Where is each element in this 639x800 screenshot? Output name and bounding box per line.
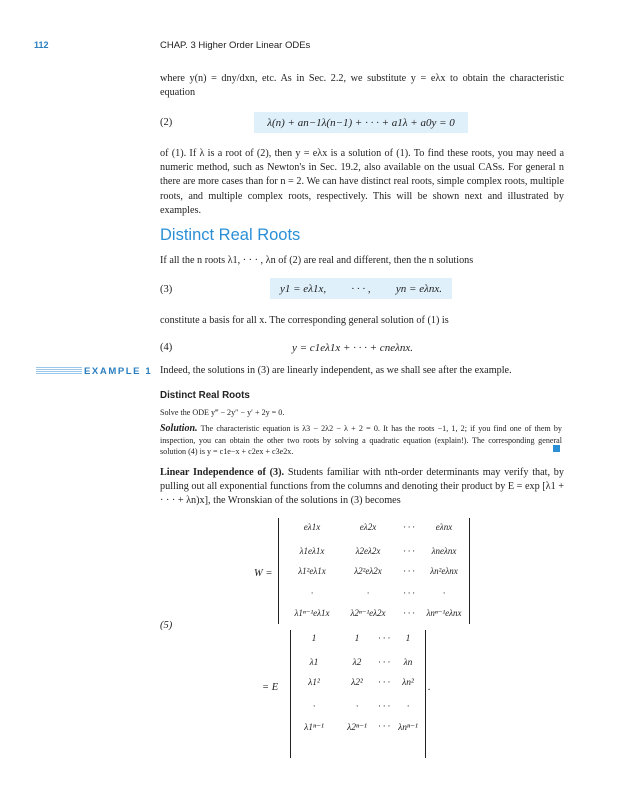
- w-cell-r5-c2: λ2ⁿ⁻¹eλ2x: [350, 608, 386, 618]
- e-cell-r3-c4: λn²: [402, 678, 414, 688]
- page-number: 112: [34, 40, 49, 50]
- linind-text: Students familiar with nth-order determinants may verify that, by pulling out all exponential functions from the columns and denoting their product by E = exp [λ1 + · · · + λn)x], the Wronskian of the solutions in (3) becomes: [160, 467, 564, 507]
- e-cell-r4-c3: · · ·: [378, 702, 390, 712]
- e-cell-r4-c2: ·: [355, 702, 359, 712]
- linind-para: [160, 466, 564, 509]
- running-header: [0, 40, 639, 54]
- w-cell-r5-c3: · · ·: [403, 608, 415, 618]
- e-cell-r3-c1: λ1²: [308, 678, 320, 688]
- vandermonde-matrix: [290, 630, 426, 758]
- w-cell-r4-c4: ·: [442, 588, 446, 598]
- example-solution: [160, 423, 562, 458]
- chapter-title: CHAP. 3 Higher Order Linear ODEs: [160, 40, 311, 51]
- w-cell-r2-c4: λneλnx: [431, 546, 457, 556]
- w-cell-r5-c1: λ1ⁿ⁻¹eλ1x: [294, 608, 330, 618]
- eq2-formula: λ(n) + an−1λ(n−1) + · · · + a1λ + a0y = 0: [267, 116, 455, 129]
- w-cell-r3-c1: λ1²eλ1x: [298, 566, 326, 576]
- eq3-y1: y1 = eλ1x,: [280, 282, 327, 295]
- linind-title: Linear Independence of (3).: [160, 467, 285, 478]
- para-basis: constitute a basis for all x. The corresponding general solution of (1) is: [160, 315, 449, 326]
- e-cell-r5-c3: · · ·: [378, 722, 390, 732]
- para-indep: Indeed, the solutions in (3) are linearly independent, as we shall see after the example.: [160, 365, 512, 376]
- para-intro: where y(n) = dny/dxn, etc. As in Sec. 2.2, we substitute y = eλx to obtain the characteristic equation: [160, 73, 564, 99]
- e-cell-r1-c2: 1: [354, 634, 360, 644]
- e-cell-r2-c1: λ1: [309, 658, 319, 668]
- w-cell-r2-c3: · · ·: [403, 546, 415, 556]
- w-cell-r4-c2: ·: [366, 588, 370, 598]
- w-cell-r1-c1: eλ1x: [303, 522, 321, 532]
- eq4-formula: y = c1eλ1x + · · · + cneλnx.: [292, 342, 413, 354]
- eq3-box: [270, 278, 452, 299]
- e-cell-r5-c2: λ2ⁿ⁻¹: [347, 723, 367, 733]
- e-cell-r1-c1: 1: [311, 634, 317, 644]
- section-title: Distinct Real Roots: [160, 226, 301, 244]
- solution-label: Solution.: [160, 423, 198, 434]
- w-cell-r3-c4: λn²eλnx: [430, 566, 458, 576]
- w-cell-r1-c3: · · ·: [403, 522, 415, 532]
- w-cell-r3-c2: λ2²eλ2x: [354, 566, 382, 576]
- eq3-label: (3): [160, 284, 173, 295]
- e-cell-r4-c1: ·: [312, 702, 316, 712]
- w-cell-r1-c2: eλ2x: [359, 522, 377, 532]
- eq5-label: (5): [160, 620, 173, 631]
- qed-square: [553, 445, 560, 452]
- e-label: = E: [262, 682, 279, 693]
- example-title: Distinct Real Roots: [160, 390, 250, 401]
- example-rule: [36, 367, 82, 375]
- example-problem: Solve the ODE y‴ − 2y″ − y′ + 2y = 0.: [160, 408, 285, 417]
- e-cell-r1-c3: · · ·: [378, 634, 390, 644]
- w-cell-r5-c4: λnⁿ⁻¹eλnx: [426, 608, 462, 618]
- e-cell-r5-c4: λnⁿ⁻¹: [398, 723, 418, 733]
- e-cell-r5-c1: λ1ⁿ⁻¹: [304, 723, 324, 733]
- para-distinct: If all the n roots λ1, · · · , λn of (2) are real and different, then the n solutions: [160, 255, 474, 266]
- eq2-label: (2): [160, 117, 173, 128]
- e-cell-r2-c3: · · ·: [378, 658, 390, 668]
- e-cell-r3-c2: λ2²: [351, 678, 363, 688]
- example-label: EXAMPLE 1: [84, 366, 153, 377]
- w-cell-r4-c1: ·: [310, 588, 314, 598]
- solution-text: The characteristic equation is λ3 − 2λ2 − λ + 2 = 0. It has the roots −1, 1, 2; if you find one of them by inspection, you can obtain the other two roots by solving a quadratic equation (explain!). The corresponding general solution (4) is y = c1e−x + c2ex + c3e2x.: [160, 424, 562, 456]
- eq4-label: (4): [160, 342, 173, 353]
- e-cell-r1-c4: 1: [405, 634, 411, 644]
- eq3-yn: yn = eλnx.: [395, 282, 442, 295]
- trailing-period: .: [428, 682, 431, 693]
- w-cell-r4-c3: · · ·: [403, 588, 415, 598]
- w-cell-r3-c3: · · ·: [403, 566, 415, 576]
- w-label: W =: [254, 568, 273, 579]
- e-cell-r2-c4: λn: [403, 658, 413, 668]
- para-roots: of (1). If λ is a root of (2), then y = eλx is a solution of (1). To find these roots, you may need a numeric method, such as Newton's in Sec. 19.2, also available on the usual CASs. For general n there are more cases than for n = 2. We can have distinct real roots, simple complex roots, multiple roots, and multiple complex roots, respectively. This will be shown next and illustrated by examples.: [160, 148, 564, 216]
- eq3-dots: · · · ,: [351, 282, 371, 295]
- w-cell-r2-c2: λ2eλ2x: [355, 546, 381, 556]
- e-cell-r3-c3: · · ·: [378, 678, 390, 688]
- e-cell-r4-c4: ·: [406, 702, 410, 712]
- w-cell-r2-c1: λ1eλ1x: [299, 546, 325, 556]
- w-cell-r1-c4: eλnx: [435, 522, 453, 532]
- eq2-box: [254, 112, 468, 133]
- e-cell-r2-c2: λ2: [352, 658, 362, 668]
